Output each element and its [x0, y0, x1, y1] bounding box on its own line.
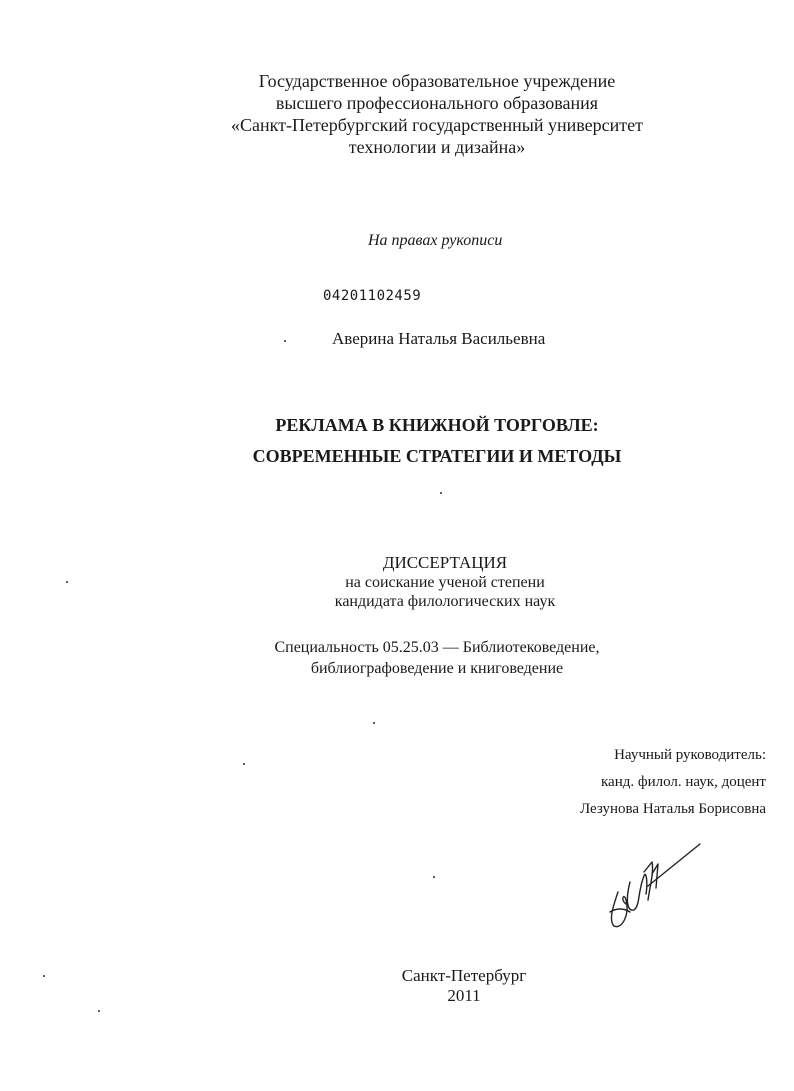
- scan-speck: [66, 581, 68, 583]
- institution-line-4: технологии и дизайна»: [348, 137, 526, 157]
- author-name: Аверина Наталья Васильевна: [332, 329, 546, 348]
- manuscript-note: На правах рукописи: [368, 232, 503, 249]
- institution-line-2: высшего профессионального образования: [275, 93, 599, 113]
- scan-speck: [243, 763, 245, 765]
- degree-purpose-line-1: на соискание ученой степени: [345, 574, 545, 591]
- scan-speck: [433, 876, 435, 878]
- footer-year: 2011: [447, 986, 481, 1005]
- scan-speck: [284, 340, 286, 342]
- scan-speck: [373, 722, 375, 724]
- document-type-block: [48, 553, 794, 611]
- degree-purpose-line-2: кандидата филологических наук: [334, 593, 556, 610]
- supervisor-name: Лезунова Наталья Борисовна: [579, 801, 766, 817]
- scan-speck: [440, 492, 442, 494]
- supervisor-block: [480, 742, 766, 823]
- footer-city: Санкт-Петербург: [401, 966, 527, 985]
- registry-number: 04201102459: [323, 288, 422, 304]
- scan-speck: [98, 1010, 100, 1012]
- footer-block: [67, 966, 794, 1006]
- supervisor-degree: канд. филол. наук, доцент: [600, 774, 766, 790]
- thesis-title-line-1: РЕКЛАМА В КНИЖНОЙ ТОРГОВЛЕ:: [275, 415, 599, 435]
- scan-speck: [43, 975, 45, 977]
- thesis-title-line-2: СОВРЕМЕННЫЕ СТРАТЕГИИ И МЕТОДЫ: [252, 446, 622, 466]
- specialty-line-1: Специальность 05.25.03 — Библиотековедение,: [274, 639, 600, 656]
- thesis-title: [40, 410, 794, 472]
- institution-line-3: «Санкт-Петербургский государственный университет: [230, 115, 644, 135]
- institution-line-1: Государственное образовательное учреждение: [258, 71, 616, 91]
- institution-header: [40, 70, 794, 158]
- specialty-block: [40, 637, 794, 679]
- document-type: ДИССЕРТАЦИЯ: [382, 553, 508, 572]
- specialty-line-2: библиографоведение и книговедение: [310, 660, 564, 677]
- supervisor-role: Научный руководитель:: [614, 747, 766, 763]
- signature-icon: [596, 842, 706, 932]
